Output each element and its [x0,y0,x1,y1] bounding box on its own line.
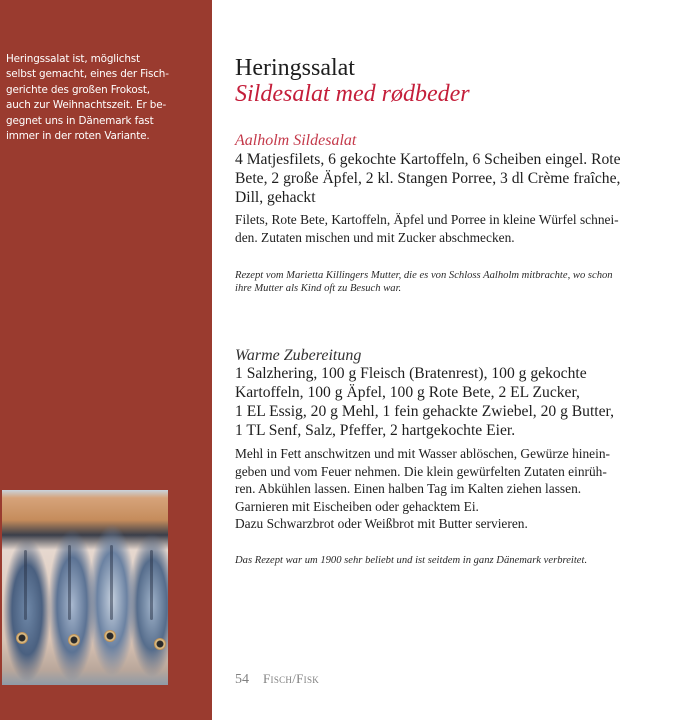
ingredients-line: 1 Salzhering, 100 g Fleisch (Bratenrest), 100 g gekochte [235,365,587,382]
recipe1-method [235,211,677,246]
sidebar-intro-line: selbst gemacht, eines der Fisch- [6,68,169,81]
page-title: Heringssalat [235,55,355,81]
page-number: 54 [235,672,249,687]
sidebar-intro-text [6,52,206,144]
sidebar-intro-line: Heringssalat ist, möglichst [6,53,140,65]
photo-detail [150,550,153,620]
fish-eye [68,634,80,646]
method-line: Mehl in Fett anschwitzen und mit Wasser ablöschen, Gewürze hinein- [235,446,611,461]
sidebar-intro-line: gegnet uns in Dänemark fast [6,114,154,127]
note-line: Rezept vom Marietta Killingers Mutter, die es von Schloss Aalholm mitbrachte, wo schon [235,270,613,281]
sidebar-panel [0,0,212,720]
recipe2-heading: Warme Zubereitung [235,347,362,364]
ingredients-line: 1 EL Essig, 20 g Mehl, 1 fein gehackte Zwiebel, 20 g Butter, [235,403,615,420]
fish-eye [16,632,28,644]
photo-detail [68,545,71,620]
method-line: Dazu Schwarzbrot oder Weißbrot mit Butter servieren. [235,516,528,531]
method-line: ren. Abkühlen lassen. Einen halben Tag im Kalten ziehen lassen. [235,481,582,496]
recipe2-ingredients [235,364,677,440]
sidebar-intro-line: immer in der roten Variante. [6,130,150,143]
fish-eye [104,630,116,642]
sidebar-intro-line: gerichte des großen Frokost, [6,83,150,96]
method-line: Garnieren mit Eischeiben oder gehacktem Ei. [235,498,479,514]
ingredients-line: Dill, gehackt [235,189,316,206]
page-footer [235,671,319,688]
note-line: Das Rezept war um 1900 sehr beliebt und ist seitdem in ganz Dänemark verbreitet. [235,555,588,566]
ingredients-line: 4 Matjesfilets, 6 gekochte Kartoffeln, 6 Scheiben eingel. Rote [235,151,621,168]
method-line: Filets, Rote Bete, Kartoffeln, Äpfel und Porree in kleine Würfel schnei- [235,212,619,227]
herring-photo [2,490,168,685]
recipe1-ingredients [235,150,677,207]
note-line: ihre Mutter als Kind oft zu Besuch war. [235,283,402,294]
recipe2-method [235,445,677,533]
ingredients-line: Kartoffeln, 100 g Äpfel, 100 g Rote Bete, 2 EL Zucker, [235,384,580,401]
recipe1-note [235,269,677,295]
photo-detail [24,550,27,620]
section-label: Fisch/Fisk [263,671,320,686]
page-subtitle: Sildesalat med rødbeder [235,81,470,107]
method-line: den. Zutaten mischen und mit Zucker abschmecken. [235,229,515,245]
sidebar-intro-line: auch zur Weihnachtszeit. Er be- [6,99,167,112]
recipe2-note [235,554,677,567]
fish-eye [154,638,166,650]
method-line: geben und vom Feuer nehmen. Die klein gewürfelten Zutaten einrüh- [235,463,607,479]
ingredients-line: Bete, 2 große Äpfel, 2 kl. Stangen Porree, 3 dl Crème fraîche, [235,170,621,187]
ingredients-line: 1 TL Senf, Salz, Pfeffer, 2 hartgekochte Eier. [235,422,516,439]
photo-detail [110,545,113,620]
recipe1-heading: Aalholm Sildesalat [235,132,357,149]
